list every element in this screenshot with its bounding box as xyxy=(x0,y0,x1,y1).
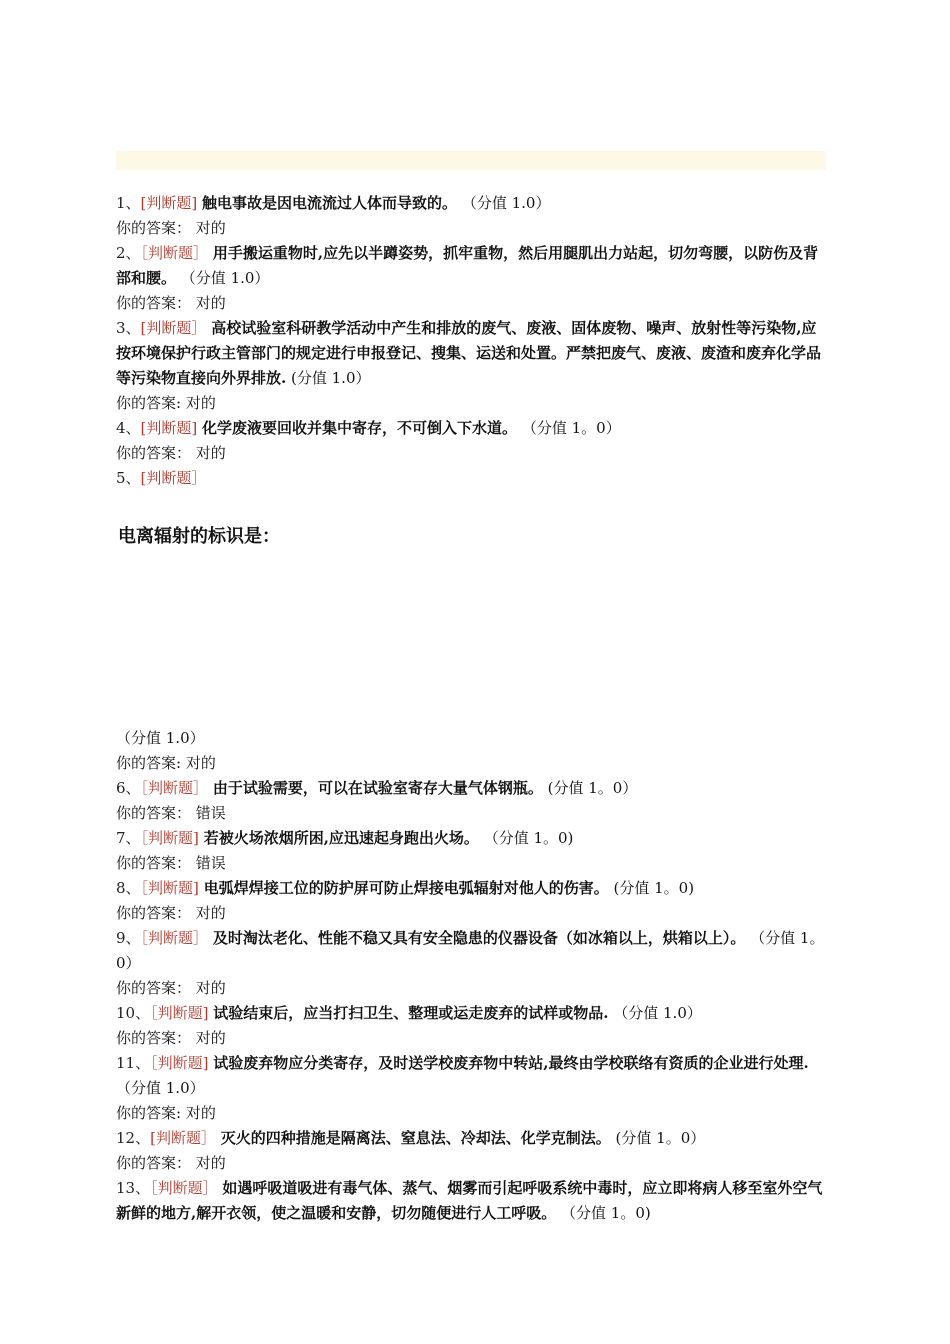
your-answer: 你的答案： 错误 xyxy=(116,854,226,872)
question-number: 2、 xyxy=(116,244,141,262)
question-text: 用手搬运重物时,应先以半蹲姿势，抓牢重物，然后用腿肌出力站起，切勿弯腰，以防伤及背部和腰。 xyxy=(116,244,819,287)
question-type-tag: [判断题] xyxy=(140,194,198,212)
question-type-tag: ［判断题］ xyxy=(150,1179,218,1197)
question-item xyxy=(116,776,826,801)
question-score: （分值 1.0） xyxy=(116,1079,205,1097)
question-item xyxy=(116,876,826,901)
your-answer: 你的答案： 对的 xyxy=(116,1029,226,1047)
question-type-tag: ［判断题］ xyxy=(140,244,209,262)
your-answer: 你的答案: 对的 xyxy=(116,394,216,412)
question-type-tag: ［判断题] xyxy=(150,1054,209,1072)
question-text: 及时淘汰老化、性能不稳又具有安全隐患的仪器设备（如冰箱以上，烘箱以上）。 xyxy=(212,929,746,947)
question-score: (分值 1。0) xyxy=(613,879,695,897)
question-type-tag: ［判断题] xyxy=(150,1004,209,1022)
question-number: 3、 xyxy=(116,319,141,337)
question-item xyxy=(116,241,826,291)
question-type-tag: [判断题］ xyxy=(140,469,207,487)
question-text: 化学废液要回收并集中寄存，不可倒入下水道。 xyxy=(202,419,518,437)
question-text: 试验结束后，应当打扫卫生、整理或运走废弃的试样或物品. xyxy=(213,1004,609,1022)
your-answer: 你的答案： 对的 xyxy=(116,444,226,462)
question-number: 12、 xyxy=(116,1129,151,1147)
question-item xyxy=(116,926,826,976)
question-number: 13、 xyxy=(116,1179,151,1197)
question-text: 灭火的四种措施是隔离法、窒息法、冷却法、化学克制法。 xyxy=(220,1129,611,1147)
question-item xyxy=(116,1001,826,1026)
question-number: 5、 xyxy=(116,469,141,487)
question-type-tag: ［判断题］ xyxy=(140,779,209,797)
question-type-tag: ［判断题] xyxy=(140,879,199,897)
question-type-tag: ［判断题］ xyxy=(140,929,209,947)
question-number: 6、 xyxy=(116,779,141,797)
question-number: 4、 xyxy=(116,419,141,437)
question-item xyxy=(116,1126,826,1151)
question-item xyxy=(116,191,826,216)
question-text: 触电事故是因电流流过人体而导致的。 xyxy=(202,194,458,212)
question-group-b xyxy=(116,776,826,1226)
question-5-score: （分值 1.0） xyxy=(116,729,205,747)
radiation-sign-image-area xyxy=(116,549,826,726)
question-score: (分值 1。0） xyxy=(547,779,638,797)
question-score: （分值 1。0) xyxy=(561,1204,651,1222)
question-text: 试验废弃物应分类寄存，及时送学校废弃物中转站,最终由学校联络有资质的企业进行处理. xyxy=(213,1054,809,1072)
question-number: 1、 xyxy=(116,194,141,212)
question-score: (分值 1。0） xyxy=(615,1129,706,1147)
question-type-tag: ［判断题] xyxy=(140,829,199,847)
question-score: （分值 1。0） xyxy=(116,929,825,972)
question-text: 如遇呼吸道吸进有毒气体、蒸气、烟雾而引起呼吸系统中毒时，应立即将病人移至室外空气新鲜的地方,解开衣领，使之温暖和安静，切勿随便进行人工呼吸。 xyxy=(116,1179,823,1222)
question-5-heading: 电离辐射的标识是： xyxy=(118,526,280,547)
question-score: （分值 1。0） xyxy=(521,419,621,437)
your-answer: 你的答案： 对的 xyxy=(116,219,226,237)
question-score: （分值 1.0） xyxy=(613,1004,702,1022)
your-answer: 你的答案: 对的 xyxy=(116,1104,216,1122)
question-score: （分值 1.0） xyxy=(180,269,270,287)
question-score: (分值 1.0） xyxy=(291,369,371,387)
question-number: 9、 xyxy=(116,929,141,947)
question-type-tag: [判断题］ xyxy=(140,319,207,337)
question-text: 若被火场浓烟所困,应迅速起身跑出火场。 xyxy=(203,829,479,847)
your-answer: 你的答案： 对的 xyxy=(116,904,226,922)
question-item xyxy=(116,416,826,441)
your-answer: 你的答案： 错误 xyxy=(116,804,226,822)
question-number: 10、 xyxy=(116,1004,151,1022)
question-type-tag: [判断题］ xyxy=(150,1129,216,1147)
question-text: 高校试验室科研教学活动中产生和排放的废气、废液、固体废物、噪声、放射性等污染物,应按环境保护行政主管部门的规定进行申报登记、搜集、运送和处置。严禁把废气、废液、废渣和废弃化学品等污染物直接向外界排放. xyxy=(116,319,822,387)
question-type-tag: [判断题] xyxy=(140,419,198,437)
your-answer: 你的答案： 对的 xyxy=(116,294,226,312)
your-answer: 你的答案： 对的 xyxy=(116,979,226,997)
your-answer: 你的答案： 对的 xyxy=(116,1154,226,1172)
question-item xyxy=(116,316,826,391)
question-text: 由于试验需要，可以在试验室寄存大量气体钢瓶。 xyxy=(212,779,543,797)
question-list xyxy=(116,191,826,1226)
question-group-a xyxy=(116,191,826,466)
question-item xyxy=(116,1176,826,1226)
question-number: 7、 xyxy=(116,829,141,847)
question-score: （分值 1.0） xyxy=(461,194,551,212)
question-score: （分值 1。0) xyxy=(483,829,574,847)
question-number: 8、 xyxy=(116,879,141,897)
question-5-answer: 你的答案: 对的 xyxy=(116,754,216,772)
question-number: 11、 xyxy=(116,1054,151,1072)
question-text: 电弧焊焊接工位的防护屏可防止焊接电弧辐射对他人的伤害。 xyxy=(203,879,609,897)
header-banner xyxy=(116,151,826,170)
question-5 xyxy=(116,466,826,491)
question-item xyxy=(116,1051,826,1101)
question-item xyxy=(116,826,826,851)
